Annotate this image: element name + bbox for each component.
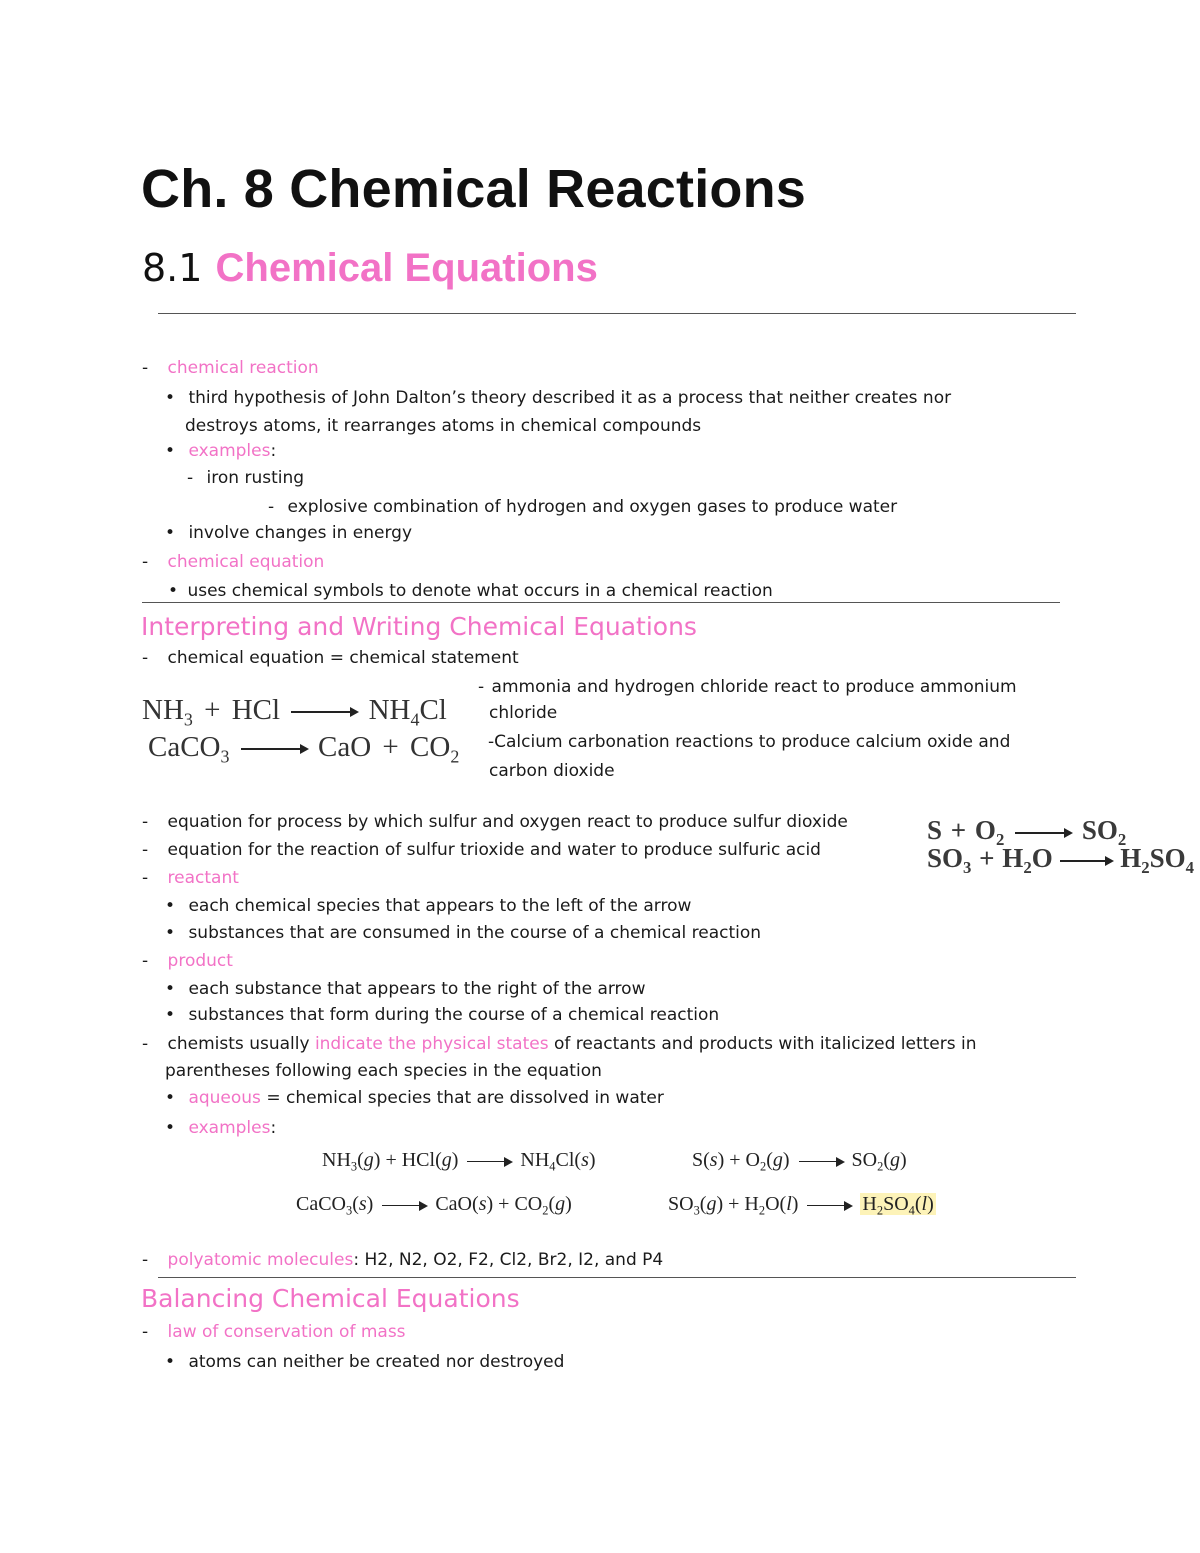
eq-sub: 2 <box>760 1159 767 1174</box>
eq-sub: 2 <box>1117 829 1127 849</box>
eq-sub: 2 <box>1023 857 1032 877</box>
eq-h2so4: H <box>1120 843 1142 873</box>
eq-state: s <box>581 1149 589 1171</box>
arrow-icon <box>467 1161 511 1163</box>
aqueous-def: = chemical species that are dissolved in water <box>260 1088 664 1108</box>
eq-state: s <box>358 1193 367 1215</box>
dash-icon: - <box>142 1034 149 1054</box>
arrow-icon <box>799 1161 843 1163</box>
list-item-physical-states <box>142 1034 977 1054</box>
dash-icon: - <box>488 732 495 752</box>
eq-plus: + <box>385 1149 397 1171</box>
term-reactant: reactant <box>167 868 239 888</box>
eq-h2so4: H <box>862 1193 877 1215</box>
colon: : <box>270 441 277 461</box>
uses-symbols-text: uses chemical symbols to denote what occurs in a chemical reaction <box>187 581 773 601</box>
arrow-icon <box>291 711 357 713</box>
eq-plus: + <box>729 1149 741 1171</box>
eq-paren: ) <box>588 1149 596 1171</box>
eq-paren: ( <box>352 1193 359 1215</box>
eq-caco3: CaCO <box>148 731 221 763</box>
arrow-icon <box>1060 860 1112 862</box>
eq-nh4cl: NH <box>520 1149 550 1171</box>
list-item-product <box>142 951 233 971</box>
section-heading <box>142 246 598 291</box>
eq-o2: O <box>745 1149 760 1171</box>
eq-nh3: NH <box>142 694 184 726</box>
eq-state: l <box>921 1193 928 1215</box>
list-item-energy <box>165 523 412 543</box>
energy-text: involve changes in energy <box>188 523 413 543</box>
eq-h2o: H <box>1002 843 1024 873</box>
eq-so2: SO <box>1081 815 1118 845</box>
eq-state: g <box>555 1193 566 1215</box>
eq-nh4cl-b: Cl <box>419 694 447 726</box>
eq-h2o-b: O <box>1031 843 1053 873</box>
eq-paren: ( <box>883 1149 890 1171</box>
eq-paren: ) <box>900 1149 907 1171</box>
eq-paren: ( <box>914 1193 922 1215</box>
list-item-sulfur-dioxide <box>142 812 848 832</box>
term-product: product <box>167 951 233 971</box>
eq-sub: 2 <box>542 1203 549 1218</box>
sulfuric-acid-text: equation for the reaction of sulfur trioxide and water to produce sulfuric acid <box>167 840 821 860</box>
eq-paren: ) <box>716 1193 724 1215</box>
bullet-icon: • <box>165 1005 176 1025</box>
eq-sub: 3 <box>693 1203 700 1218</box>
bullet-icon: • <box>165 388 176 408</box>
eq-paren: ) <box>927 1193 934 1215</box>
dash-icon: - <box>142 1250 149 1270</box>
term-examples: examples <box>188 1118 271 1138</box>
arrow-icon <box>1015 832 1071 834</box>
eq-sub: 2 <box>876 1203 884 1218</box>
eq-hcl: HCl <box>401 1149 436 1171</box>
bullet-icon: • <box>165 1088 176 1108</box>
bullet-icon: • <box>165 979 176 999</box>
heading-balancing: Balancing Chemical Equations <box>141 1284 520 1313</box>
eq-plus: + <box>979 843 995 873</box>
eq-paren: ) <box>791 1193 799 1215</box>
equation-caco3 <box>148 731 459 767</box>
eq-state: s <box>478 1193 487 1215</box>
term-chemical-equation: chemical equation <box>167 552 325 572</box>
eq-cao: CaO <box>317 731 372 763</box>
ammonia-line2: chloride <box>489 703 558 723</box>
list-item-sulfuric-acid <box>142 840 821 860</box>
eq-paren: ) <box>782 1149 790 1171</box>
heading-interpreting: Interpreting and Writing Chemical Equations <box>141 612 697 641</box>
eq-paren: ( <box>574 1149 582 1171</box>
eq-cao: CaO <box>435 1193 473 1215</box>
eq-state: s <box>709 1149 718 1171</box>
eq-sub: 4 <box>908 1203 915 1218</box>
list-item-examples <box>165 441 276 461</box>
eq-hcl: HCl <box>231 694 281 726</box>
equation-so3-h2o <box>927 843 1194 878</box>
arrow-icon <box>807 1205 851 1207</box>
eq-state: g <box>441 1149 452 1171</box>
dash-icon: - <box>142 648 149 668</box>
dash-icon: - <box>478 677 485 697</box>
divider-2 <box>158 1277 1076 1278</box>
eq-sub: 4 <box>410 709 420 730</box>
eq-paren: ) <box>451 1149 459 1171</box>
eq-plus: + <box>950 815 967 845</box>
term-examples: examples <box>188 441 271 461</box>
dash-icon: - <box>142 1322 149 1342</box>
eq-paren: ) <box>486 1193 494 1215</box>
product-def2-text: substances that form during the course of a chemical reaction <box>188 1005 720 1025</box>
example-iron-text: iron rusting <box>206 468 305 488</box>
arrow-icon <box>241 748 307 750</box>
eq-h2so4-b: SO <box>883 1193 909 1215</box>
bullet-icon: • <box>165 1352 176 1372</box>
section-title: Chemical Equations <box>215 246 598 290</box>
eq-h2o-b: O <box>765 1193 780 1215</box>
bullet-icon: • <box>168 581 179 601</box>
dash-icon: - <box>187 468 194 488</box>
dash-icon: - <box>142 868 149 888</box>
eq-state: g <box>706 1193 717 1215</box>
eq-nh4cl-b: Cl <box>555 1149 575 1171</box>
states-line2: parentheses following each species in the equation <box>165 1061 602 1081</box>
list-item-chemical-reaction <box>142 358 319 378</box>
example-iron <box>187 468 304 488</box>
states-post: of reactants and products with italicized letters in <box>548 1034 977 1054</box>
reactant-def1 <box>165 896 691 916</box>
eq-sub: 3 <box>220 746 230 767</box>
list-item-law <box>142 1322 406 1342</box>
eq-paren: ) <box>717 1149 725 1171</box>
ammonia-text: ammonia and hydrogen chloride react to produce ammonium <box>491 677 1017 697</box>
eq-co2: CO <box>410 731 451 763</box>
eq-s: S <box>927 815 943 845</box>
calcium-line1 <box>488 732 1010 752</box>
eq-plus: + <box>382 731 399 763</box>
sulfur-dioxide-text: equation for process by which sulfur and oxygen react to produce sulfur dioxide <box>167 812 848 832</box>
list-item-uses-symbols <box>168 581 773 601</box>
eq-sub: 2 <box>995 829 1005 849</box>
term-physical-states: indicate the physical states <box>314 1034 549 1054</box>
list-item-examples-2 <box>165 1118 276 1138</box>
bullet-icon: • <box>165 923 176 943</box>
term-chemical-reaction: chemical reaction <box>167 358 319 378</box>
eq-paren: ( <box>548 1193 556 1215</box>
eq-plus: + <box>498 1193 510 1215</box>
eq-sub: 2 <box>758 1203 766 1218</box>
list-item-chemical-equation <box>142 552 324 572</box>
dash-icon: - <box>142 840 149 860</box>
list-item-aqueous <box>165 1088 664 1108</box>
example-explosive <box>268 497 897 517</box>
product-def1 <box>165 979 645 999</box>
dash-icon: - <box>142 552 149 572</box>
eq-sub: 4 <box>549 1159 556 1174</box>
reactant-def2-text: substances that are consumed in the course of a chemical reaction <box>188 923 762 943</box>
eq-so2: SO <box>851 1149 878 1171</box>
eq-sub: 3 <box>346 1203 353 1218</box>
eq-paren: ) <box>565 1193 572 1215</box>
eq-o2: O <box>974 815 996 845</box>
eq-state: g <box>890 1149 900 1171</box>
eq-sub: 3 <box>183 709 193 730</box>
example-explosive-text: explosive combination of hydrogen and oxygen gases to produce water <box>287 497 898 517</box>
eq-plus: + <box>204 694 221 726</box>
eq-nh4cl: NH <box>368 694 411 726</box>
eq-paren: ) <box>373 1149 381 1171</box>
bullet-icon: • <box>165 441 176 461</box>
eq-sub: 3 <box>350 1159 358 1174</box>
colon: : <box>270 1118 277 1138</box>
statement-text: chemical equation = chemical statement <box>167 648 519 668</box>
eq-paren: ( <box>766 1149 773 1171</box>
list-item-polyatomic <box>142 1250 663 1270</box>
bullet-icon: • <box>165 1118 176 1138</box>
product-def2 <box>165 1005 719 1025</box>
eq-sub: 4 <box>1185 857 1194 877</box>
product-def1-text: each substance that appears to the right of the arrow <box>188 979 646 999</box>
section-divider <box>158 313 1076 314</box>
divider-1 <box>142 602 1060 603</box>
eq-sub: 3 <box>963 857 972 877</box>
list-item-dalton <box>165 388 951 408</box>
law-def-text: atoms can neither be created nor destroyed <box>188 1352 565 1372</box>
ammonia-line1 <box>478 677 1017 697</box>
calcium-text: Calcium carbonation reactions to produce calcium oxide and <box>494 732 1011 752</box>
eq-sub: 2 <box>1141 857 1150 877</box>
section-number: 8.1 <box>142 246 203 290</box>
reactant-def1-text: each chemical species that appears to the left of the arrow <box>188 896 692 916</box>
reactant-def2 <box>165 923 761 943</box>
eq-state: g <box>363 1149 374 1171</box>
eq-caco3: CaCO <box>296 1193 346 1215</box>
law-def <box>165 1352 564 1372</box>
page-title: Ch. 8 Chemical Reactions <box>141 159 807 219</box>
eq-paren: ( <box>357 1149 364 1171</box>
bullet-icon: • <box>165 896 176 916</box>
eq-paren: ( <box>699 1193 707 1215</box>
eq-paren: ) <box>366 1193 374 1215</box>
polyatomic-list: : H2, N2, O2, F2, Cl2, Br2, I2, and P4 <box>353 1250 664 1270</box>
calcium-line2: carbon dioxide <box>489 761 615 781</box>
list-item-statement <box>142 648 519 668</box>
eq-sub: 2 <box>877 1159 884 1174</box>
term-law-conservation: law of conservation of mass <box>167 1322 406 1342</box>
dash-icon: - <box>142 812 149 832</box>
list-item-reactant <box>142 868 239 888</box>
eq-paren: ( <box>703 1149 710 1171</box>
equation-state-caco3 <box>296 1193 572 1218</box>
equation-state-s <box>692 1149 907 1174</box>
eq-h2o: H <box>744 1193 759 1215</box>
equation-nh3-hcl <box>142 694 447 730</box>
highlighted-product <box>860 1193 935 1218</box>
arrow-icon <box>382 1205 426 1207</box>
eq-paren: ( <box>472 1193 479 1215</box>
equation-state-so3 <box>668 1193 936 1218</box>
eq-plus: + <box>728 1193 740 1215</box>
eq-co2: CO <box>514 1193 543 1215</box>
eq-sub: 2 <box>450 746 460 767</box>
eq-state: l <box>786 1193 792 1215</box>
equation-state-nh3 <box>322 1149 596 1174</box>
term-aqueous: aqueous <box>188 1088 261 1108</box>
eq-s: S <box>692 1149 704 1171</box>
dalton-line1: third hypothesis of John Dalton’s theory described it as a process that neither creates nor <box>188 388 952 408</box>
eq-state: g <box>772 1149 783 1171</box>
eq-paren: ( <box>779 1193 787 1215</box>
states-pre: chemists usually <box>167 1034 315 1054</box>
eq-h2so4-b: SO <box>1149 843 1186 873</box>
dalton-line2: destroys atoms, it rearranges atoms in chemical compounds <box>185 416 702 436</box>
eq-nh3: NH <box>322 1149 351 1171</box>
dash-icon: - <box>268 497 275 517</box>
bullet-icon: • <box>165 523 176 543</box>
term-polyatomic: polyatomic molecules <box>167 1250 354 1270</box>
eq-paren: ( <box>435 1149 442 1171</box>
dash-icon: - <box>142 358 149 378</box>
eq-so3: SO <box>668 1193 694 1215</box>
dash-icon: - <box>142 951 149 971</box>
eq-so3: SO <box>927 843 964 873</box>
